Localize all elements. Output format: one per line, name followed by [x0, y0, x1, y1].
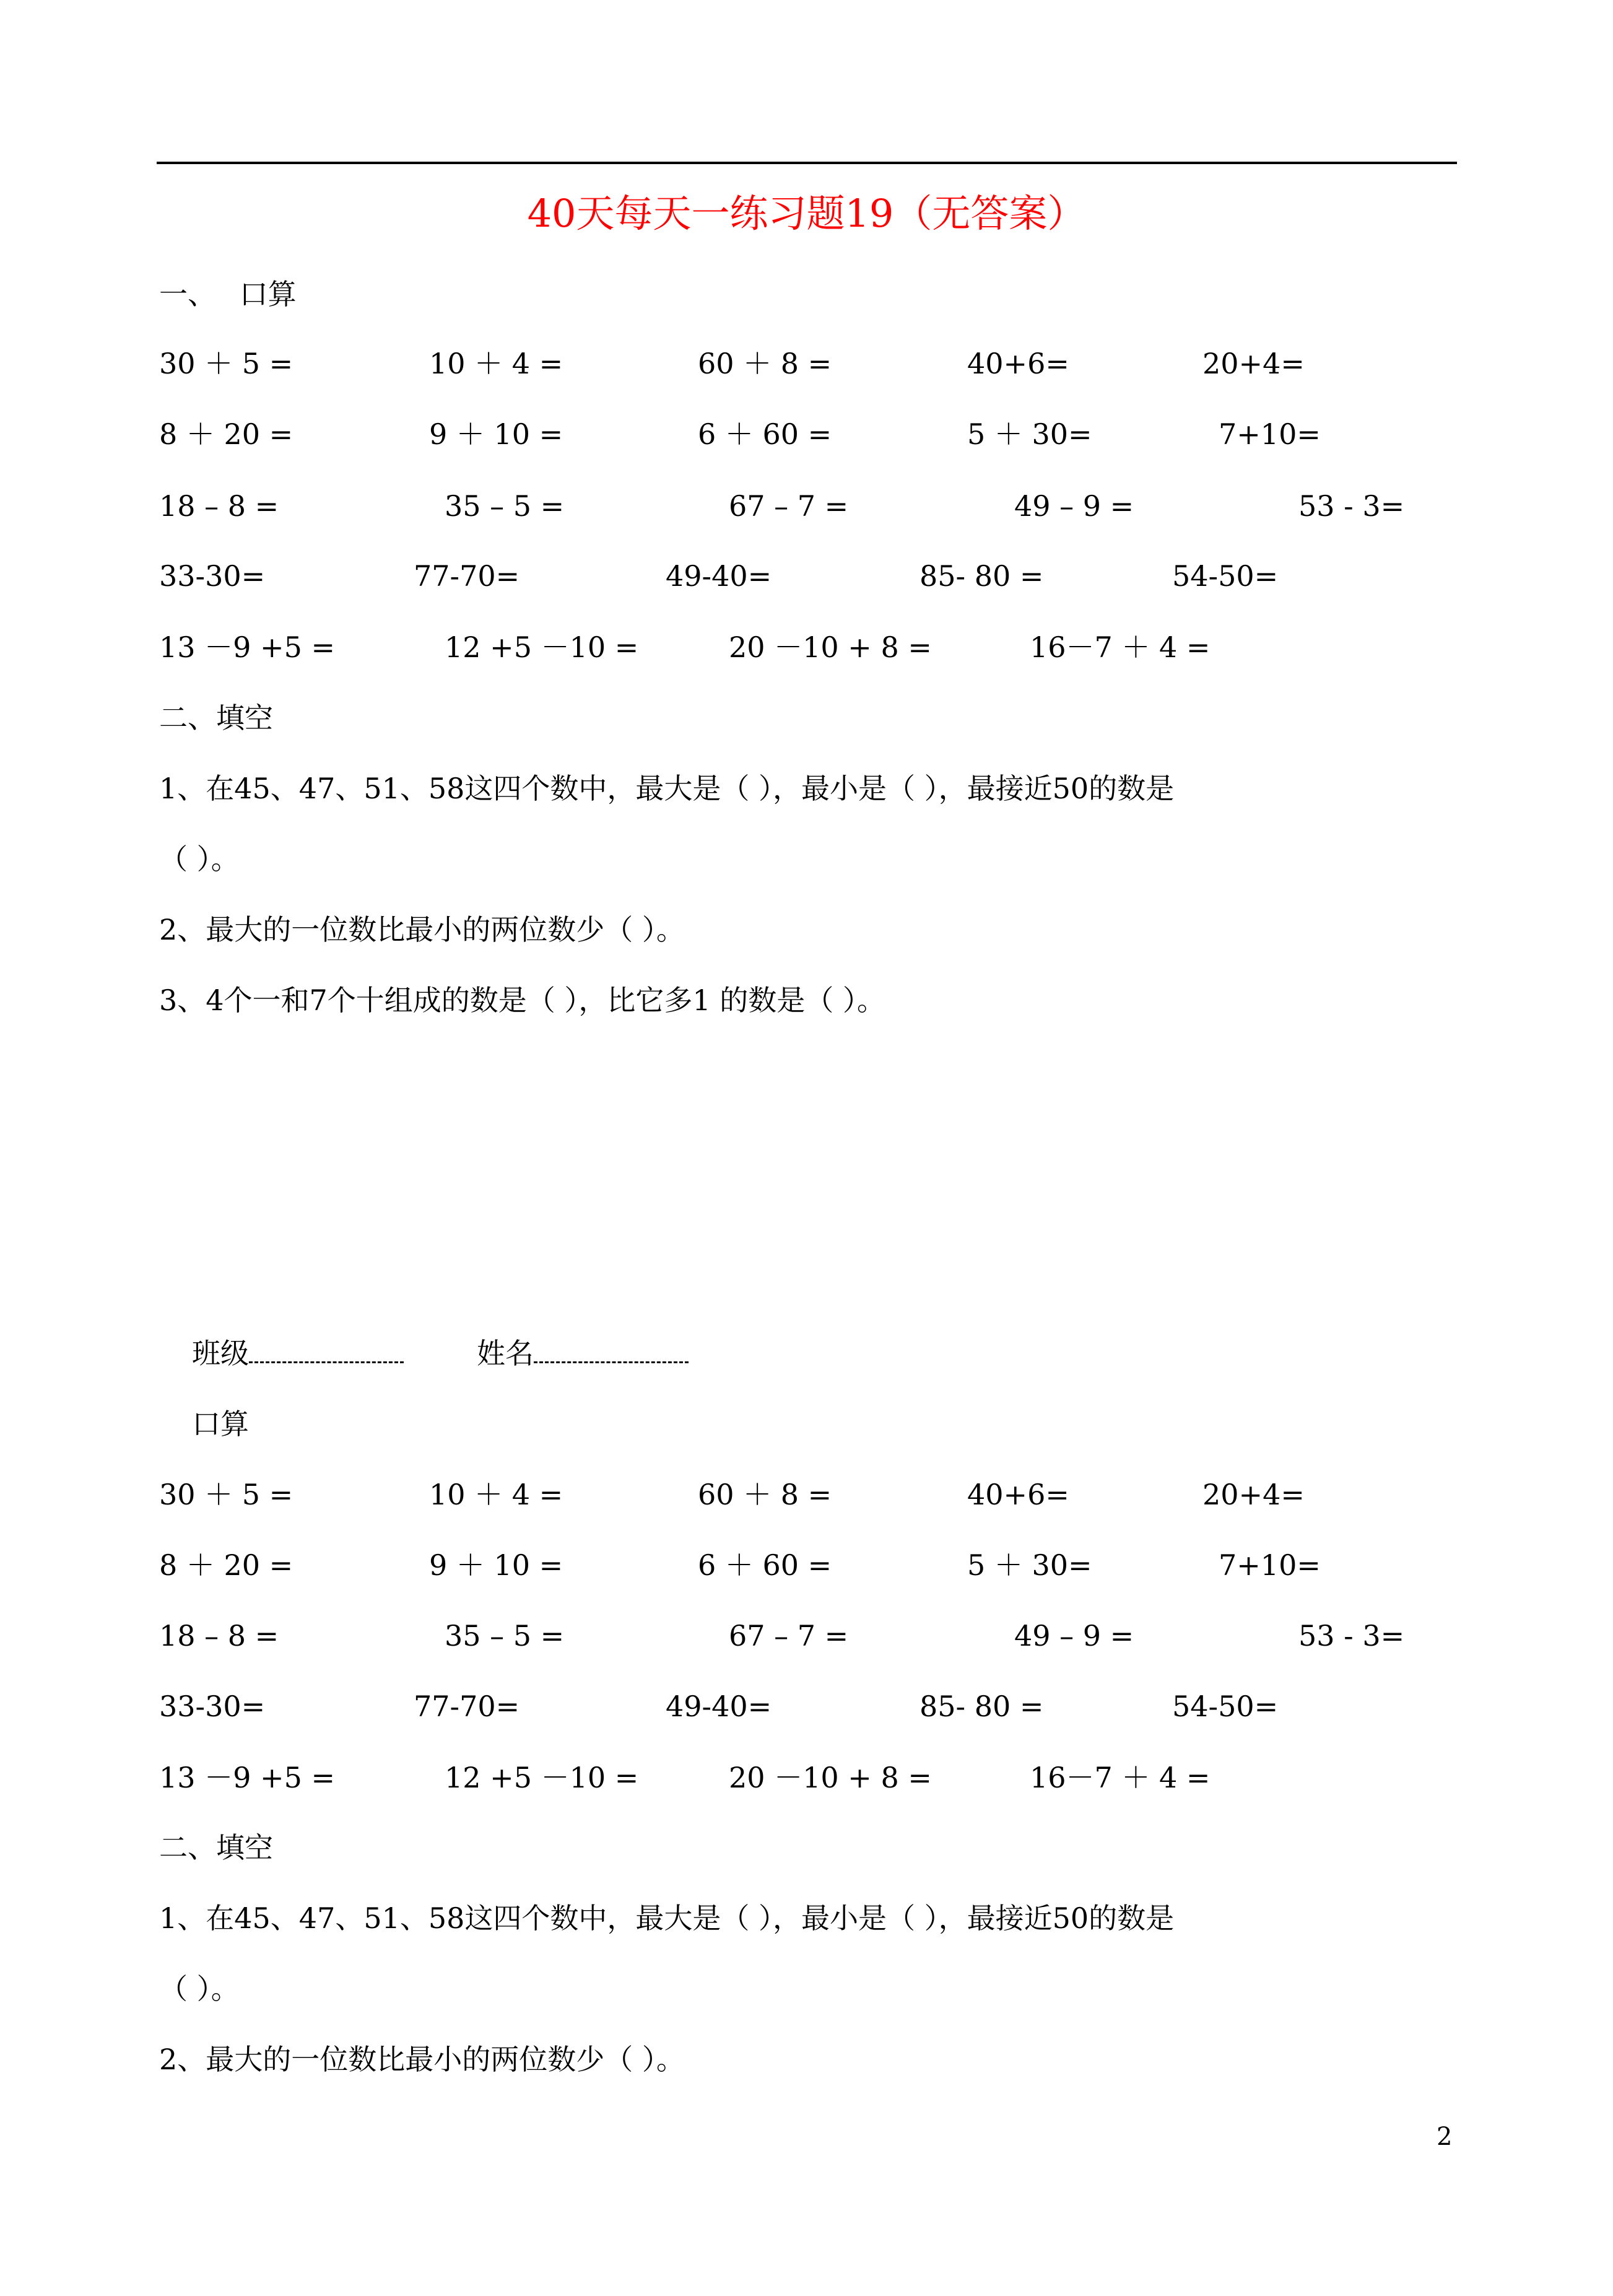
- problem: 16－7 ＋ 4 =: [1030, 1761, 1211, 1794]
- problem: 16－7 ＋ 4 =: [1030, 631, 1211, 664]
- class-blank: [249, 1337, 404, 1363]
- problem: 20 －10 + 8 =: [729, 631, 932, 664]
- problem: 60 ＋ 8 =: [698, 1478, 832, 1511]
- problem: 20+4=: [1202, 1478, 1305, 1511]
- copy2-heading: 口算: [192, 1407, 249, 1441]
- question-3: 3、4个一和7个十组成的数是（ ），比它多1 的数是（ ）。: [159, 984, 885, 1017]
- problem: 35 – 5 =: [445, 1619, 565, 1652]
- problem: 6 ＋ 60 =: [698, 417, 832, 451]
- problem: 49-40=: [666, 559, 772, 593]
- problem: 53 - 3=: [1298, 489, 1405, 523]
- name-label: 姓名: [477, 1337, 534, 1370]
- problem: 53 - 3=: [1298, 1619, 1405, 1652]
- problem: 67 – 7 =: [729, 1619, 849, 1652]
- problem: 9 ＋ 10 =: [429, 1548, 563, 1582]
- class-label: 班级: [192, 1337, 249, 1370]
- problem: 5 ＋ 30=: [967, 417, 1092, 451]
- problem: 7+10=: [1219, 417, 1321, 451]
- problem: 12 +5 －10 =: [445, 631, 639, 664]
- header-rule: [157, 162, 1457, 164]
- problem: 49-40=: [666, 1690, 772, 1723]
- section1-heading: 一、 口算: [159, 277, 297, 311]
- problem: 54-50=: [1172, 559, 1279, 593]
- problem: 9 ＋ 10 =: [429, 417, 563, 451]
- problem: 18 – 8 =: [159, 1619, 279, 1652]
- problem: 77-70=: [414, 1690, 520, 1723]
- page-title: 40天每天一练习题19（无答案）: [527, 191, 1086, 236]
- problem: 33-30=: [159, 559, 266, 593]
- problem: 10 ＋ 4 =: [429, 1478, 563, 1511]
- problem: 7+10=: [1219, 1548, 1321, 1582]
- class-field: [192, 1335, 404, 1372]
- copy2-question-2: 2、最大的一位数比最小的两位数少（ ）。: [159, 2043, 685, 2076]
- problem: 30 ＋ 5 =: [159, 347, 293, 380]
- copy2-question-1: 1、在45、47、51、58这四个数中，最大是（ ），最小是（ ），最接近50的数是: [159, 1901, 1175, 1935]
- name-field: [477, 1335, 689, 1372]
- problem: 60 ＋ 8 =: [698, 347, 832, 380]
- problem: 18 – 8 =: [159, 489, 279, 523]
- problem: 54-50=: [1172, 1690, 1279, 1723]
- problem: 85- 80 =: [920, 1690, 1044, 1723]
- problem: 20 －10 + 8 =: [729, 1761, 932, 1794]
- problem: 30 ＋ 5 =: [159, 1478, 293, 1511]
- question-2: 2、最大的一位数比最小的两位数少（ ）。: [159, 913, 685, 946]
- problem: 10 ＋ 4 =: [429, 347, 563, 380]
- problem: 49 – 9 =: [1014, 489, 1134, 523]
- page-number: 2: [1437, 2123, 1453, 2151]
- problem: 33-30=: [159, 1690, 266, 1723]
- problem: 8 ＋ 20 =: [159, 1548, 293, 1582]
- problem: 13 －9 +5 =: [159, 1761, 336, 1794]
- problem: 77-70=: [414, 559, 520, 593]
- problem: 40+6=: [967, 347, 1069, 380]
- question-1-continued: （ ）。: [159, 842, 240, 876]
- problem: 49 – 9 =: [1014, 1619, 1134, 1652]
- problem: 85- 80 =: [920, 559, 1044, 593]
- problem: 5 ＋ 30=: [967, 1548, 1092, 1582]
- section2-heading: 二、填空: [159, 701, 273, 735]
- name-blank: [534, 1337, 689, 1363]
- problem: 12 +5 －10 =: [445, 1761, 639, 1794]
- problem: 6 ＋ 60 =: [698, 1548, 832, 1582]
- copy2-question-1-continued: （ ）。: [159, 1972, 240, 2006]
- problem: 40+6=: [967, 1478, 1069, 1511]
- question-1: 1、在45、47、51、58这四个数中，最大是（ ），最小是（ ），最接近50的数是: [159, 772, 1175, 805]
- problem: 8 ＋ 20 =: [159, 417, 293, 451]
- problem: 35 – 5 =: [445, 489, 565, 523]
- problem: 13 －9 +5 =: [159, 631, 336, 664]
- problem: 20+4=: [1202, 347, 1305, 380]
- copy2-section2-heading: 二、填空: [159, 1831, 273, 1864]
- problem: 67 – 7 =: [729, 489, 849, 523]
